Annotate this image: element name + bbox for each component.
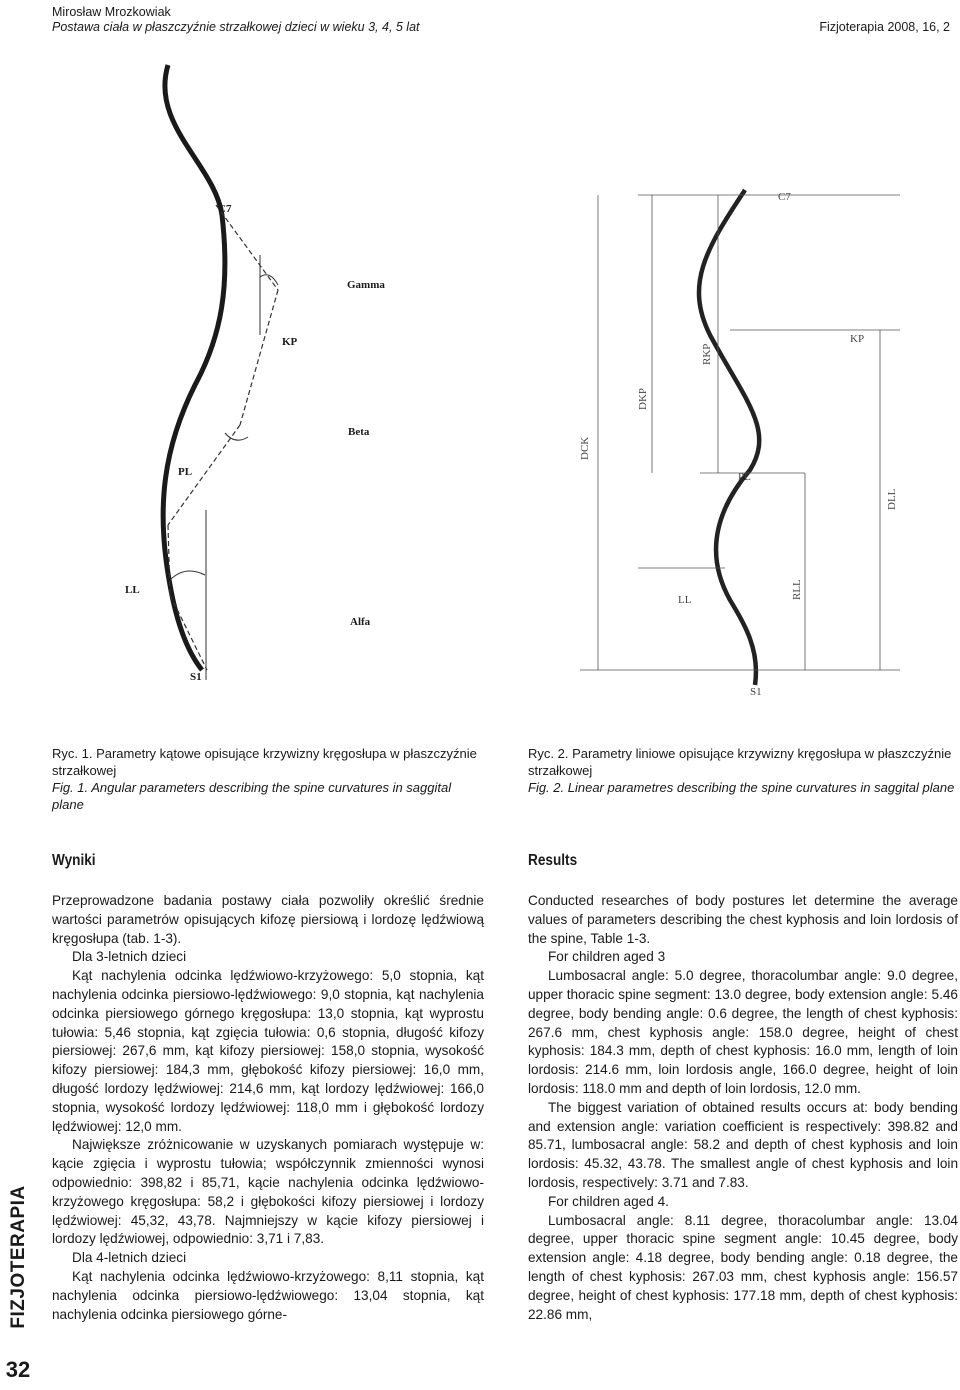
label-kp: KP [282, 336, 298, 348]
label-pl-2: PL [738, 471, 751, 483]
header-title: Postawa ciała w płaszczyźnie strzałkowej dzieci w wieku 3, 4, 5 lat [52, 20, 420, 34]
label-pl: PL [178, 466, 193, 478]
heading-results: Results [528, 852, 578, 869]
figure-2-svg [560, 170, 930, 705]
header-author: Mirosław Mrozkowiak [52, 5, 171, 19]
spine-curve-2 [699, 190, 759, 685]
label-kp-2: KP [850, 333, 865, 345]
heading-wyniki: Wyniki [52, 852, 96, 869]
figure-1-angular [110, 55, 410, 695]
label-rll: RLL [791, 579, 803, 600]
label-gamma: Gamma [347, 279, 385, 291]
left-paragraph-4: Największe zróżnicowanie w uzyskanych pomiarach występuje w: kącie zgięcia i wyprostu tułowia; współczynnik zmienności wynosi odpowiednio: 398,82 i 85,71, kącie nachylenia odcinka lędźwiowo-krzyżowego kręgosłupa: 58,2 i głębokości kifozy piersiowej i lordozy lędźwiowej: 45,32, 43,78. Najmniejszy w kącie kifozy piersiowej i lordozy lędźwiowej, odpowiednio: 3,71 i 7,83. [52, 1137, 484, 1247]
label-rkp: RKP [701, 343, 713, 365]
gamma-arc [260, 275, 278, 285]
journal-name-vertical [6, 1175, 32, 1340]
label-dkp: DKP [637, 387, 649, 410]
running-header [52, 5, 420, 35]
alfa-arc [170, 571, 205, 580]
figure-2-caption [528, 745, 958, 796]
figure-1-caption-en: Fig. 1. Angular parameters describing the spine curvatures in saggital plane [52, 780, 452, 812]
right-paragraph-5: For children aged 4. [548, 1193, 669, 1209]
journal-name-text: FIZJOTERAPIA [8, 1185, 29, 1329]
right-column-body [528, 892, 958, 1324]
label-c7-2: C7 [778, 191, 791, 203]
label-c7: C7 [218, 203, 232, 215]
left-paragraph-5: Dla 4-letnich dzieci [72, 1250, 187, 1266]
figure-2-caption-en: Fig. 2. Linear parametres describing the spine curvatures in saggital plane [528, 780, 955, 795]
figure-2-caption-pl: Ryc. 2. Parametry liniowe opisujące krzywizny kręgosłupa w płaszczyźnie strzałkowej [528, 746, 952, 778]
label-ll-2: LL [678, 594, 692, 606]
label-ll: LL [125, 584, 140, 596]
left-paragraph-2: Dla 3-letnich dzieci [72, 949, 187, 965]
right-paragraph-2: For children aged 3 [548, 949, 666, 965]
right-paragraph-3: Lumbosacral angle: 5.0 degree, thoracolumbar angle: 9.0 degree, upper thoracic spine segment: 13.0 degree, body extension angle: 5.46 degree, body bending angle: 0.6 degree, the length of chest kyphosis: 267.6 mm, chest kyphosis angle: 158.0 degree, height of chest kyphosis: 184.3 mm, depth of chest kyphosis: 16.0 mm, length of loin lordosis: 214.6 mm, loin lordosis angle, 166.0 degree, height of loin lordosis: 118.0 mm and depth of loin lordosis, 12.0 mm. [528, 968, 958, 1096]
figure-1-svg [110, 55, 410, 695]
spine-curve [163, 65, 225, 670]
label-dck: DCK [579, 436, 591, 460]
figure-1-caption [52, 745, 484, 813]
alfa-tangent-line [170, 595, 207, 670]
left-paragraph-3: Kąt nachylenia odcinka lędźwiowo-krzyżowego: 5,0 stopnia, kąt nachylenia odcinka piersiowo-lędźwiowego: 9,0 stopnia, kąt nachylenia odcinka piersiowego górnego kręgosłupa: 13,0 stopnia, kąt wyprostu tułowia: 5,46 stopnia, kąt zgięcia tułowia: 0,6 stopnia, długość kifozy piersiowej: 267,6 mm, kąt kifozy piersiowej: 158,0 stopnia, wysokość kifozy piersiowej: 184,3 mm, głębokość kifozy piersiowej: 16,0 mm, długość lordozy lędźwiowej: 214,6 mm, kąt lordozy lędźwiowej: 166,0 stopnia, wysokość lordozy lędźwiowej: 118,0 mm i głębokość lordozy lędźwiowej: 12,0 mm. [52, 968, 484, 1134]
label-dll: DLL [886, 488, 898, 510]
label-s1: S1 [190, 671, 202, 683]
right-paragraph-4: The biggest variation of obtained results occurs at: body bending and extension angle: variation coefficient is respectively: 398.82 and 85.71, lumbosacral angle: 58.2 and depth of chest kyphosis and loin lordosis: 45.32, 43.78. The smallest angle of chest kyphosis and loin lordosis, respectively: 3.71 and 7.83. [528, 1099, 958, 1190]
figure-1-caption-pl: Ryc. 1. Parametry kątowe opisujące krzywizny kręgosłupa w płaszczyźnie strzałkowej [52, 746, 477, 778]
page-number: 32 [5, 1357, 31, 1382]
beta-arc [225, 433, 248, 440]
label-beta: Beta [348, 426, 370, 438]
sidebar [0, 1175, 36, 1390]
left-paragraph-6: Kąt nachylenia odcinka lędźwiowo-krzyżowego: 8,11 stopnia, kąt nachylenia odcinka piersiowo-lędźwiowego: 13,04 stopnia, kąt nachylenia odcinka piersiowego górne- [52, 1268, 484, 1322]
label-s1-2: S1 [750, 686, 762, 698]
header-journal-ref: Fizjoterapia 2008, 16, 2 [819, 20, 950, 34]
left-paragraph-1: Przeprowadzone badania postawy ciała pozwoliły określić średnie wartości parametrów opisujących kifozę piersiową i lordozę lędźwiową kręgosłupa (tab. 1-3). [52, 893, 484, 946]
label-alfa: Alfa [350, 616, 371, 628]
right-paragraph-1: Conducted researches of body postures let determine the average values of parameters describing the chest kyphosis and loin lordosis of the spine, Table 1-3. [528, 893, 958, 946]
figure-2-linear [560, 170, 930, 705]
right-paragraph-6: Lumbosacral angle: 8.11 degree, thoracolumbar angle: 13.04 degree, upper thoracic spine segment angle: 10.45 degree, body extension angle: 4.18 degree, body bending angle: 0.18 degree, the length of chest kyphosis: 267.03 mm, chest kyphosis angle: 156.57 degree, height of chest kyphosis: 177.18 mm, depth of chest kyphosis: 22.86 mm, [528, 1212, 958, 1322]
kp-tangent-line [240, 290, 278, 425]
left-column-body [52, 892, 484, 1324]
